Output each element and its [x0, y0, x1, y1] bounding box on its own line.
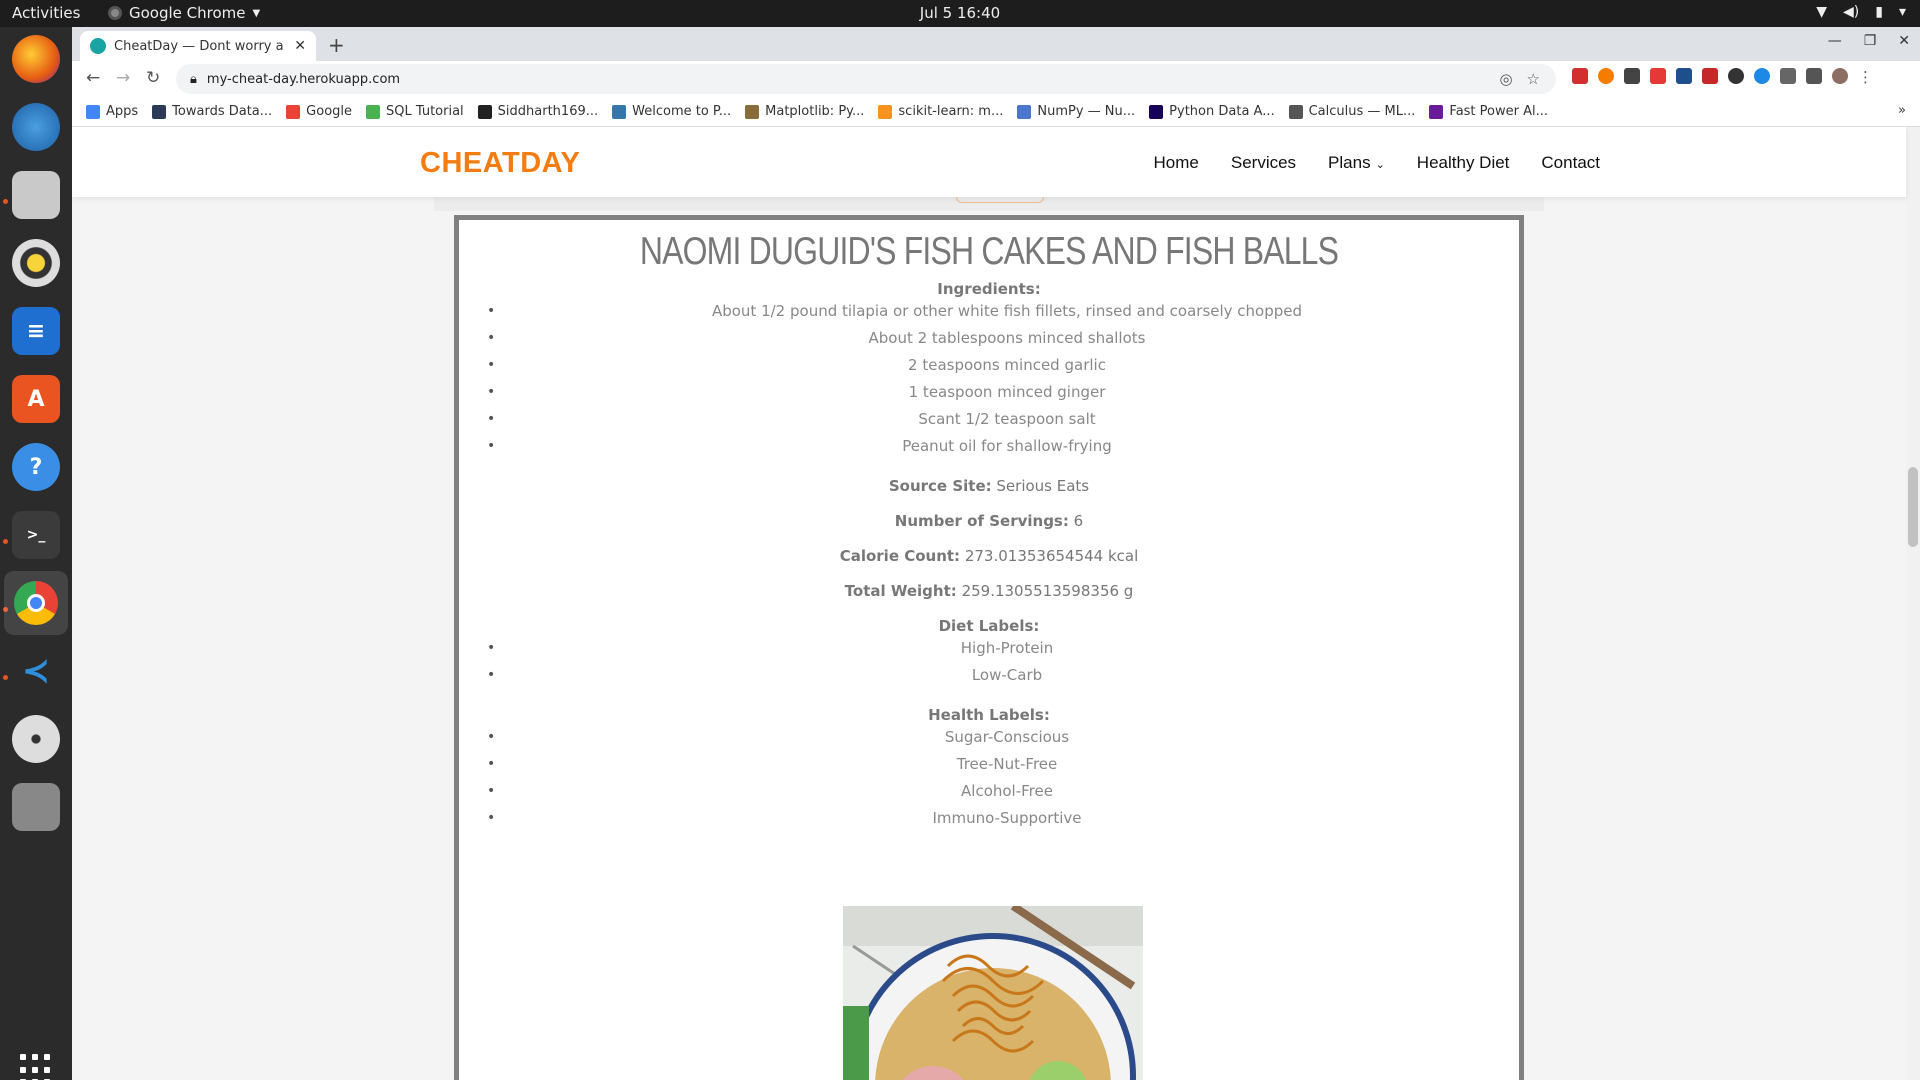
back-icon[interactable]: ←: [86, 68, 101, 88]
minimize-icon[interactable]: —: [1827, 33, 1842, 49]
rhythmbox-icon[interactable]: [12, 239, 60, 287]
nav-plans-label: Plans: [1328, 153, 1371, 172]
diet-label-item: • High-Protein: [459, 635, 1519, 662]
bookmark-favicon-icon: [86, 105, 100, 119]
bookmark-favicon-icon: [745, 105, 759, 119]
location-icon[interactable]: ◎: [1499, 70, 1513, 88]
recipe-photo: [843, 906, 1143, 1080]
bookmarks-overflow-icon[interactable]: »: [1898, 103, 1906, 118]
health-label-item: • Immuno-Supportive: [459, 805, 1519, 832]
tab-title: CheatDay — Dont worry a: [114, 38, 284, 54]
bookmark-favicon-icon: [152, 105, 166, 119]
files-icon[interactable]: [12, 171, 60, 219]
health-labels-heading: Health Labels:: [928, 706, 1050, 724]
address-bar[interactable]: [176, 64, 1556, 94]
bookmark-item[interactable]: [152, 104, 272, 119]
bookmark-item[interactable]: [1289, 104, 1416, 119]
ingredient-item: • About 1/2 pound tilapia or other white fish fillets, rinsed and coarsely chopped: [459, 298, 1519, 325]
bookmark-item[interactable]: [1149, 104, 1274, 119]
vscode-icon[interactable]: ≺: [21, 651, 51, 691]
ingredient-item: • Scant 1/2 teaspoon salt: [459, 406, 1519, 433]
app-menu-label: Google Chrome: [129, 4, 246, 22]
forward-icon[interactable]: →: [116, 68, 131, 88]
system-tray[interactable]: [1816, 4, 1906, 20]
total-weight: Total Weight: 259.1305513598356 g: [844, 582, 1134, 600]
volume-icon: ◀): [1843, 4, 1860, 20]
profile-avatar[interactable]: [1832, 68, 1848, 84]
bookmark-label: SQL Tutorial: [386, 104, 464, 119]
health-labels-list: [459, 724, 1519, 832]
window-controls: [1828, 33, 1910, 49]
extensions-puzzle-icon[interactable]: [1780, 68, 1796, 84]
help-icon[interactable]: ?: [12, 443, 60, 491]
bookmark-item[interactable]: [878, 104, 1003, 119]
health-label-item: • Alcohol-Free: [459, 778, 1519, 805]
bookmark-label: Calculus — ML...: [1308, 104, 1416, 119]
tab-cheatday[interactable]: [80, 31, 316, 61]
bookmark-favicon-icon: [1017, 105, 1031, 119]
bookmark-favicon-icon: [612, 105, 626, 119]
battery-icon: ▮: [1875, 4, 1883, 20]
calorie-count: Calorie Count: 273.01353654544 kcal: [839, 547, 1139, 565]
chevron-down-icon: ▾: [1898, 4, 1906, 20]
browser-window: [72, 27, 1920, 1080]
url-text: my-cheat-day.herokuapp.com: [206, 71, 401, 87]
drive-icon[interactable]: [12, 783, 60, 831]
bookmark-item[interactable]: [745, 104, 864, 119]
diet-label-item: • Low-Carb: [459, 662, 1519, 689]
wifi-icon: ▼: [1816, 4, 1828, 20]
bookmark-item[interactable]: [86, 104, 138, 119]
caret-down-icon: ▼: [252, 7, 261, 19]
bookmark-label: Python Data A...: [1169, 104, 1275, 119]
bookmark-label: NumPy — Nu...: [1037, 104, 1136, 119]
bookmark-star-icon[interactable]: ☆: [1526, 70, 1540, 88]
software-center-icon[interactable]: A: [12, 375, 60, 423]
bookmarks-bar: [72, 97, 1920, 127]
health-label-item: • Sugar-Conscious: [459, 724, 1519, 751]
bookmark-favicon-icon: [1149, 105, 1163, 119]
close-window-icon[interactable]: ✕: [1898, 33, 1910, 49]
nav-plans[interactable]: [1328, 153, 1385, 173]
bookmark-label: Welcome to P...: [632, 104, 732, 119]
bookmark-item[interactable]: [366, 104, 464, 119]
bookmark-item[interactable]: [1017, 104, 1135, 119]
site-logo[interactable]: CHEATDAY: [420, 147, 581, 179]
extension-play-icon[interactable]: [1702, 68, 1718, 84]
new-tab-icon[interactable]: +: [328, 33, 345, 57]
clock[interactable]: Jul 5 16:40: [919, 4, 1001, 22]
bookmark-favicon-icon: [1429, 105, 1443, 119]
bookmark-label: Fast Power Al...: [1449, 104, 1548, 119]
nav-home[interactable]: Home: [1153, 153, 1199, 172]
bookmark-favicon-icon: [286, 105, 300, 119]
recipe-title: NAOMI DUGUID'S FISH CAKES AND FISH BALLS: [639, 230, 1339, 273]
activities-button[interactable]: Activities: [12, 4, 81, 22]
bookmark-label: Apps: [106, 104, 139, 119]
bookmark-item[interactable]: [478, 104, 598, 119]
bookmark-favicon-icon: [878, 105, 892, 119]
extension-ship-icon[interactable]: [1676, 68, 1692, 84]
recipe-card: [454, 215, 1524, 1080]
ingredients-heading: Ingredients:: [937, 280, 1041, 298]
menu-kebab-icon[interactable]: ⋮: [1858, 68, 1873, 86]
page-viewport: [72, 127, 1920, 1080]
ingredients-list: [459, 298, 1519, 460]
extension-a-icon[interactable]: [1754, 68, 1770, 84]
extension-honey-icon[interactable]: [1598, 68, 1614, 84]
bookmark-item[interactable]: [612, 104, 731, 119]
bookmark-label: Siddharth169...: [497, 104, 599, 119]
extension-rocket-icon[interactable]: [1650, 68, 1666, 84]
omnibox-actions: [1499, 70, 1540, 88]
nav-contact[interactable]: Contact: [1541, 153, 1600, 172]
bookmark-label: Matplotlib: Py...: [765, 104, 865, 119]
site-nav: [1154, 153, 1601, 173]
extension-crop-icon[interactable]: [1624, 68, 1640, 84]
ingredient-item: • 2 teaspoons minced garlic: [459, 352, 1519, 379]
scrollbar-thumb[interactable]: [1908, 467, 1918, 547]
reload-icon[interactable]: ↻: [146, 68, 161, 88]
chevron-down-icon: ⌄: [1375, 159, 1385, 171]
diet-labels-heading: Diet Labels:: [938, 617, 1040, 635]
bookmark-favicon-icon: [1289, 105, 1303, 119]
site-header: [72, 127, 1906, 197]
thunderbird-icon[interactable]: [12, 103, 60, 151]
writer-icon[interactable]: ≡: [12, 307, 60, 355]
extensions-bar: [1572, 68, 1874, 84]
ingredient-item: • About 2 tablespoons minced shallots: [459, 325, 1519, 352]
diet-labels-list: [459, 635, 1519, 689]
browser-toolbar: [72, 61, 1920, 97]
ingredient-item: • 1 teaspoon minced ginger: [459, 379, 1519, 406]
terminal-icon[interactable]: >_: [12, 511, 60, 559]
ingredient-item: • Peanut oil for shallow-frying: [459, 433, 1519, 460]
firefox-icon[interactable]: [12, 35, 60, 83]
tab-strip: [72, 27, 1920, 61]
bookmark-label: Towards Data...: [172, 104, 273, 119]
system-top-bar: [0, 0, 1920, 27]
disc-icon[interactable]: [12, 715, 60, 763]
bookmark-favicon-icon: [478, 105, 492, 119]
extension-pdf-icon[interactable]: [1572, 68, 1588, 84]
nav-services[interactable]: Services: [1230, 153, 1297, 172]
section-band: [434, 197, 1544, 211]
page-scrollbar[interactable]: [1906, 127, 1920, 1080]
health-label-item: • Tree-Nut-Free: [459, 751, 1519, 778]
source-site: Source Site: Serious Eats: [888, 477, 1090, 495]
bookmark-item[interactable]: [286, 104, 352, 119]
servings: Number of Servings: 6: [894, 512, 1084, 530]
extension-download-icon[interactable]: [1728, 68, 1744, 84]
chrome-app-icon: [108, 6, 122, 20]
bookmark-label: scikit-learn: m...: [898, 104, 1004, 119]
dock: [0, 27, 72, 1080]
app-menu[interactable]: [108, 4, 260, 22]
bookmark-label: Google: [306, 104, 353, 119]
lock-icon: 🔒︎: [190, 71, 197, 87]
bookmark-item[interactable]: [1429, 104, 1548, 119]
bookmark-favicon-icon: [366, 105, 380, 119]
show-applications-icon[interactable]: [20, 1054, 52, 1080]
close-tab-icon[interactable]: ✕: [294, 38, 306, 54]
site-favicon-icon: [90, 38, 106, 54]
reading-list-icon[interactable]: [1806, 68, 1822, 84]
nav-healthy-diet[interactable]: Healthy Diet: [1416, 153, 1510, 172]
restore-icon[interactable]: ❐: [1863, 33, 1877, 49]
chrome-icon[interactable]: [4, 571, 68, 635]
